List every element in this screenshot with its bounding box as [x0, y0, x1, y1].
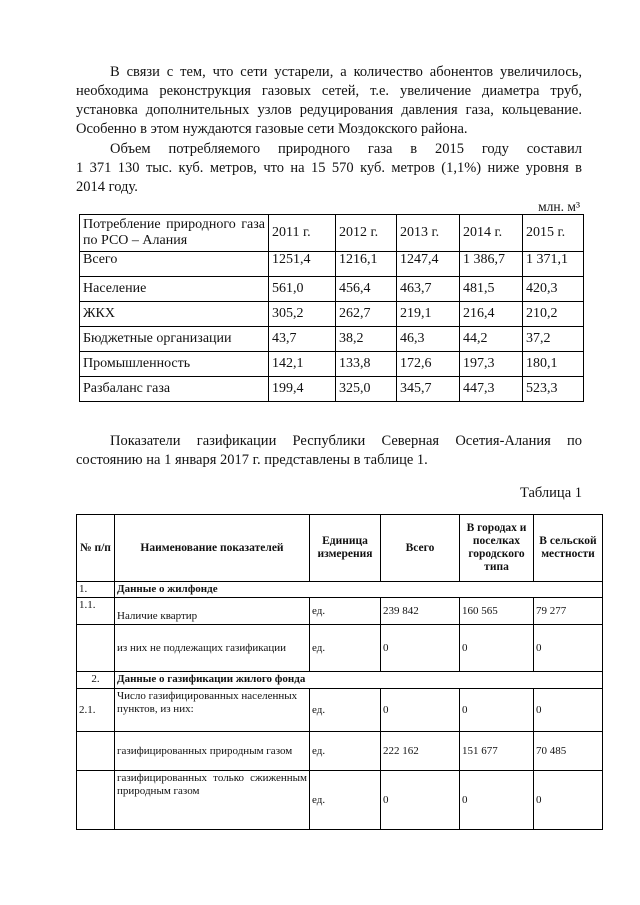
- cell-value: 219,1: [397, 302, 460, 327]
- intro-line: установка дополнительных узлов редуцирования давления газа, кольцевание.: [76, 102, 582, 118]
- row-label: Разбаланс газа: [80, 377, 269, 402]
- row-rural: 70 485: [534, 732, 603, 771]
- row-urban: 0: [460, 689, 534, 732]
- cell-value: 447,3: [460, 377, 523, 402]
- table-row: [77, 771, 603, 830]
- cell-value: 38,2: [336, 327, 397, 352]
- volume-paragraph: [76, 140, 582, 197]
- row-urban: 0: [460, 771, 534, 830]
- row-total: 0: [381, 689, 460, 732]
- header-year: 2011 г.: [269, 215, 336, 252]
- volume-line: 1 371 130 тыс. куб. метров, что на 15 570 куб. метров (1,1%) ниже уровня в: [76, 160, 582, 176]
- cell-value: 420,3: [523, 277, 584, 302]
- intro-paragraph: [76, 63, 582, 139]
- row-rural: 0: [534, 625, 603, 672]
- table-row: [77, 625, 603, 672]
- row-rural: 79 277: [534, 598, 603, 625]
- table-row: [80, 302, 584, 327]
- header-rural: В сельской местности: [534, 515, 603, 582]
- cell-value: 37,2: [523, 327, 584, 352]
- section-num: 1.: [77, 582, 115, 598]
- cell-value: 1251,4: [269, 252, 336, 277]
- cell-value: 523,3: [523, 377, 584, 402]
- section-title: Данные о жилфонде: [115, 582, 603, 598]
- row-num: 1.1.: [77, 598, 115, 625]
- row-unit: ед.: [310, 598, 381, 625]
- row-name: газифицированных природным газом: [115, 732, 310, 771]
- header-year: 2012 г.: [336, 215, 397, 252]
- row-label: Население: [80, 277, 269, 302]
- row-num: [77, 732, 115, 771]
- indicators-paragraph: [76, 432, 582, 470]
- section-row: [77, 582, 603, 598]
- row-unit: ед.: [310, 625, 381, 672]
- row-name: из них не подлежащих газификации: [115, 625, 310, 672]
- table-row: [80, 277, 584, 302]
- row-rural: 0: [534, 689, 603, 732]
- row-urban: 151 677: [460, 732, 534, 771]
- indicators-line: состоянию на 1 января 2017 г. представлены в таблице 1.: [76, 452, 428, 468]
- row-rural: 0: [534, 771, 603, 830]
- gasification-table: [76, 514, 603, 830]
- table-row: [80, 377, 584, 402]
- cell-value: 305,2: [269, 302, 336, 327]
- volume-line: Объем потребляемого природного газа в 2015 году составил: [110, 141, 582, 157]
- intro-line: Особенно в этом нуждаются газовые сети Моздокского района.: [76, 121, 468, 137]
- table-header-row: [80, 215, 584, 252]
- row-label: Бюджетные организации: [80, 327, 269, 352]
- cell-value: 199,4: [269, 377, 336, 402]
- header-total: Всего: [381, 515, 460, 582]
- table-row: [80, 252, 584, 277]
- row-label: Всего: [80, 252, 269, 277]
- cell-value: 44,2: [460, 327, 523, 352]
- cell-value: 210,2: [523, 302, 584, 327]
- table-row: [77, 689, 603, 732]
- consumption-table: [79, 214, 584, 402]
- unit-label: млн. м³: [538, 199, 580, 214]
- header-year: 2015 г.: [523, 215, 584, 252]
- row-name: газифицированных только сжиженным природным газом: [115, 771, 310, 830]
- volume-line: 2014 году.: [76, 179, 138, 195]
- row-total: 0: [381, 771, 460, 830]
- header-label: Потребление природного газа по РСО – Алания: [80, 215, 269, 252]
- cell-value: 43,7: [269, 327, 336, 352]
- row-urban: 160 565: [460, 598, 534, 625]
- row-total: 0: [381, 625, 460, 672]
- cell-value: 1 371,1: [523, 252, 584, 277]
- cell-value: 456,4: [336, 277, 397, 302]
- header-unit: Единица измерения: [310, 515, 381, 582]
- section-num: 2.: [77, 672, 115, 689]
- intro-line: необходима реконструкция газовых сетей, т.е. увеличение диаметра труб,: [76, 83, 582, 99]
- header-num: № п/п: [77, 515, 115, 582]
- header-urban: В городах и поселках городского типа: [460, 515, 534, 582]
- row-label: Промышленность: [80, 352, 269, 377]
- cell-value: 133,8: [336, 352, 397, 377]
- cell-value: 262,7: [336, 302, 397, 327]
- section-row: [77, 672, 603, 689]
- header-year: 2014 г.: [460, 215, 523, 252]
- intro-line: В связи с тем, что сети устарели, а количество абонентов увеличилось,: [110, 64, 582, 80]
- table-header-row: [77, 515, 603, 582]
- row-total: 222 162: [381, 732, 460, 771]
- row-num: 2.1.: [77, 689, 115, 732]
- section-title: Данные о газификации жилого фонда: [115, 672, 603, 689]
- cell-value: 1216,1: [336, 252, 397, 277]
- row-total: 239 842: [381, 598, 460, 625]
- cell-value: 1 386,7: [460, 252, 523, 277]
- cell-value: 172,6: [397, 352, 460, 377]
- indicators-line: Показатели газификации Республики Северная Осетия-Алания по: [110, 433, 582, 449]
- row-name: Наличие квартир: [115, 598, 310, 625]
- row-urban: 0: [460, 625, 534, 672]
- table-row: [77, 598, 603, 625]
- table-row: [80, 352, 584, 377]
- cell-value: 325,0: [336, 377, 397, 402]
- row-name: Число газифицированных населенных пунктов, из них:: [115, 689, 310, 732]
- row-unit: ед.: [310, 689, 381, 732]
- cell-value: 216,4: [460, 302, 523, 327]
- row-label: ЖКХ: [80, 302, 269, 327]
- row-unit: ед.: [310, 732, 381, 771]
- cell-value: 345,7: [397, 377, 460, 402]
- row-num: [77, 771, 115, 830]
- row-num: [77, 625, 115, 672]
- cell-value: 481,5: [460, 277, 523, 302]
- table-row: [77, 732, 603, 771]
- table-title: Таблица 1: [519, 485, 582, 501]
- cell-value: 46,3: [397, 327, 460, 352]
- cell-value: 197,3: [460, 352, 523, 377]
- cell-value: 463,7: [397, 277, 460, 302]
- cell-value: 180,1: [523, 352, 584, 377]
- row-unit: ед.: [310, 771, 381, 830]
- cell-value: 142,1: [269, 352, 336, 377]
- header-name: Наименование показателей: [115, 515, 310, 582]
- cell-value: 1247,4: [397, 252, 460, 277]
- table-row: [80, 327, 584, 352]
- cell-value: 561,0: [269, 277, 336, 302]
- header-year: 2013 г.: [397, 215, 460, 252]
